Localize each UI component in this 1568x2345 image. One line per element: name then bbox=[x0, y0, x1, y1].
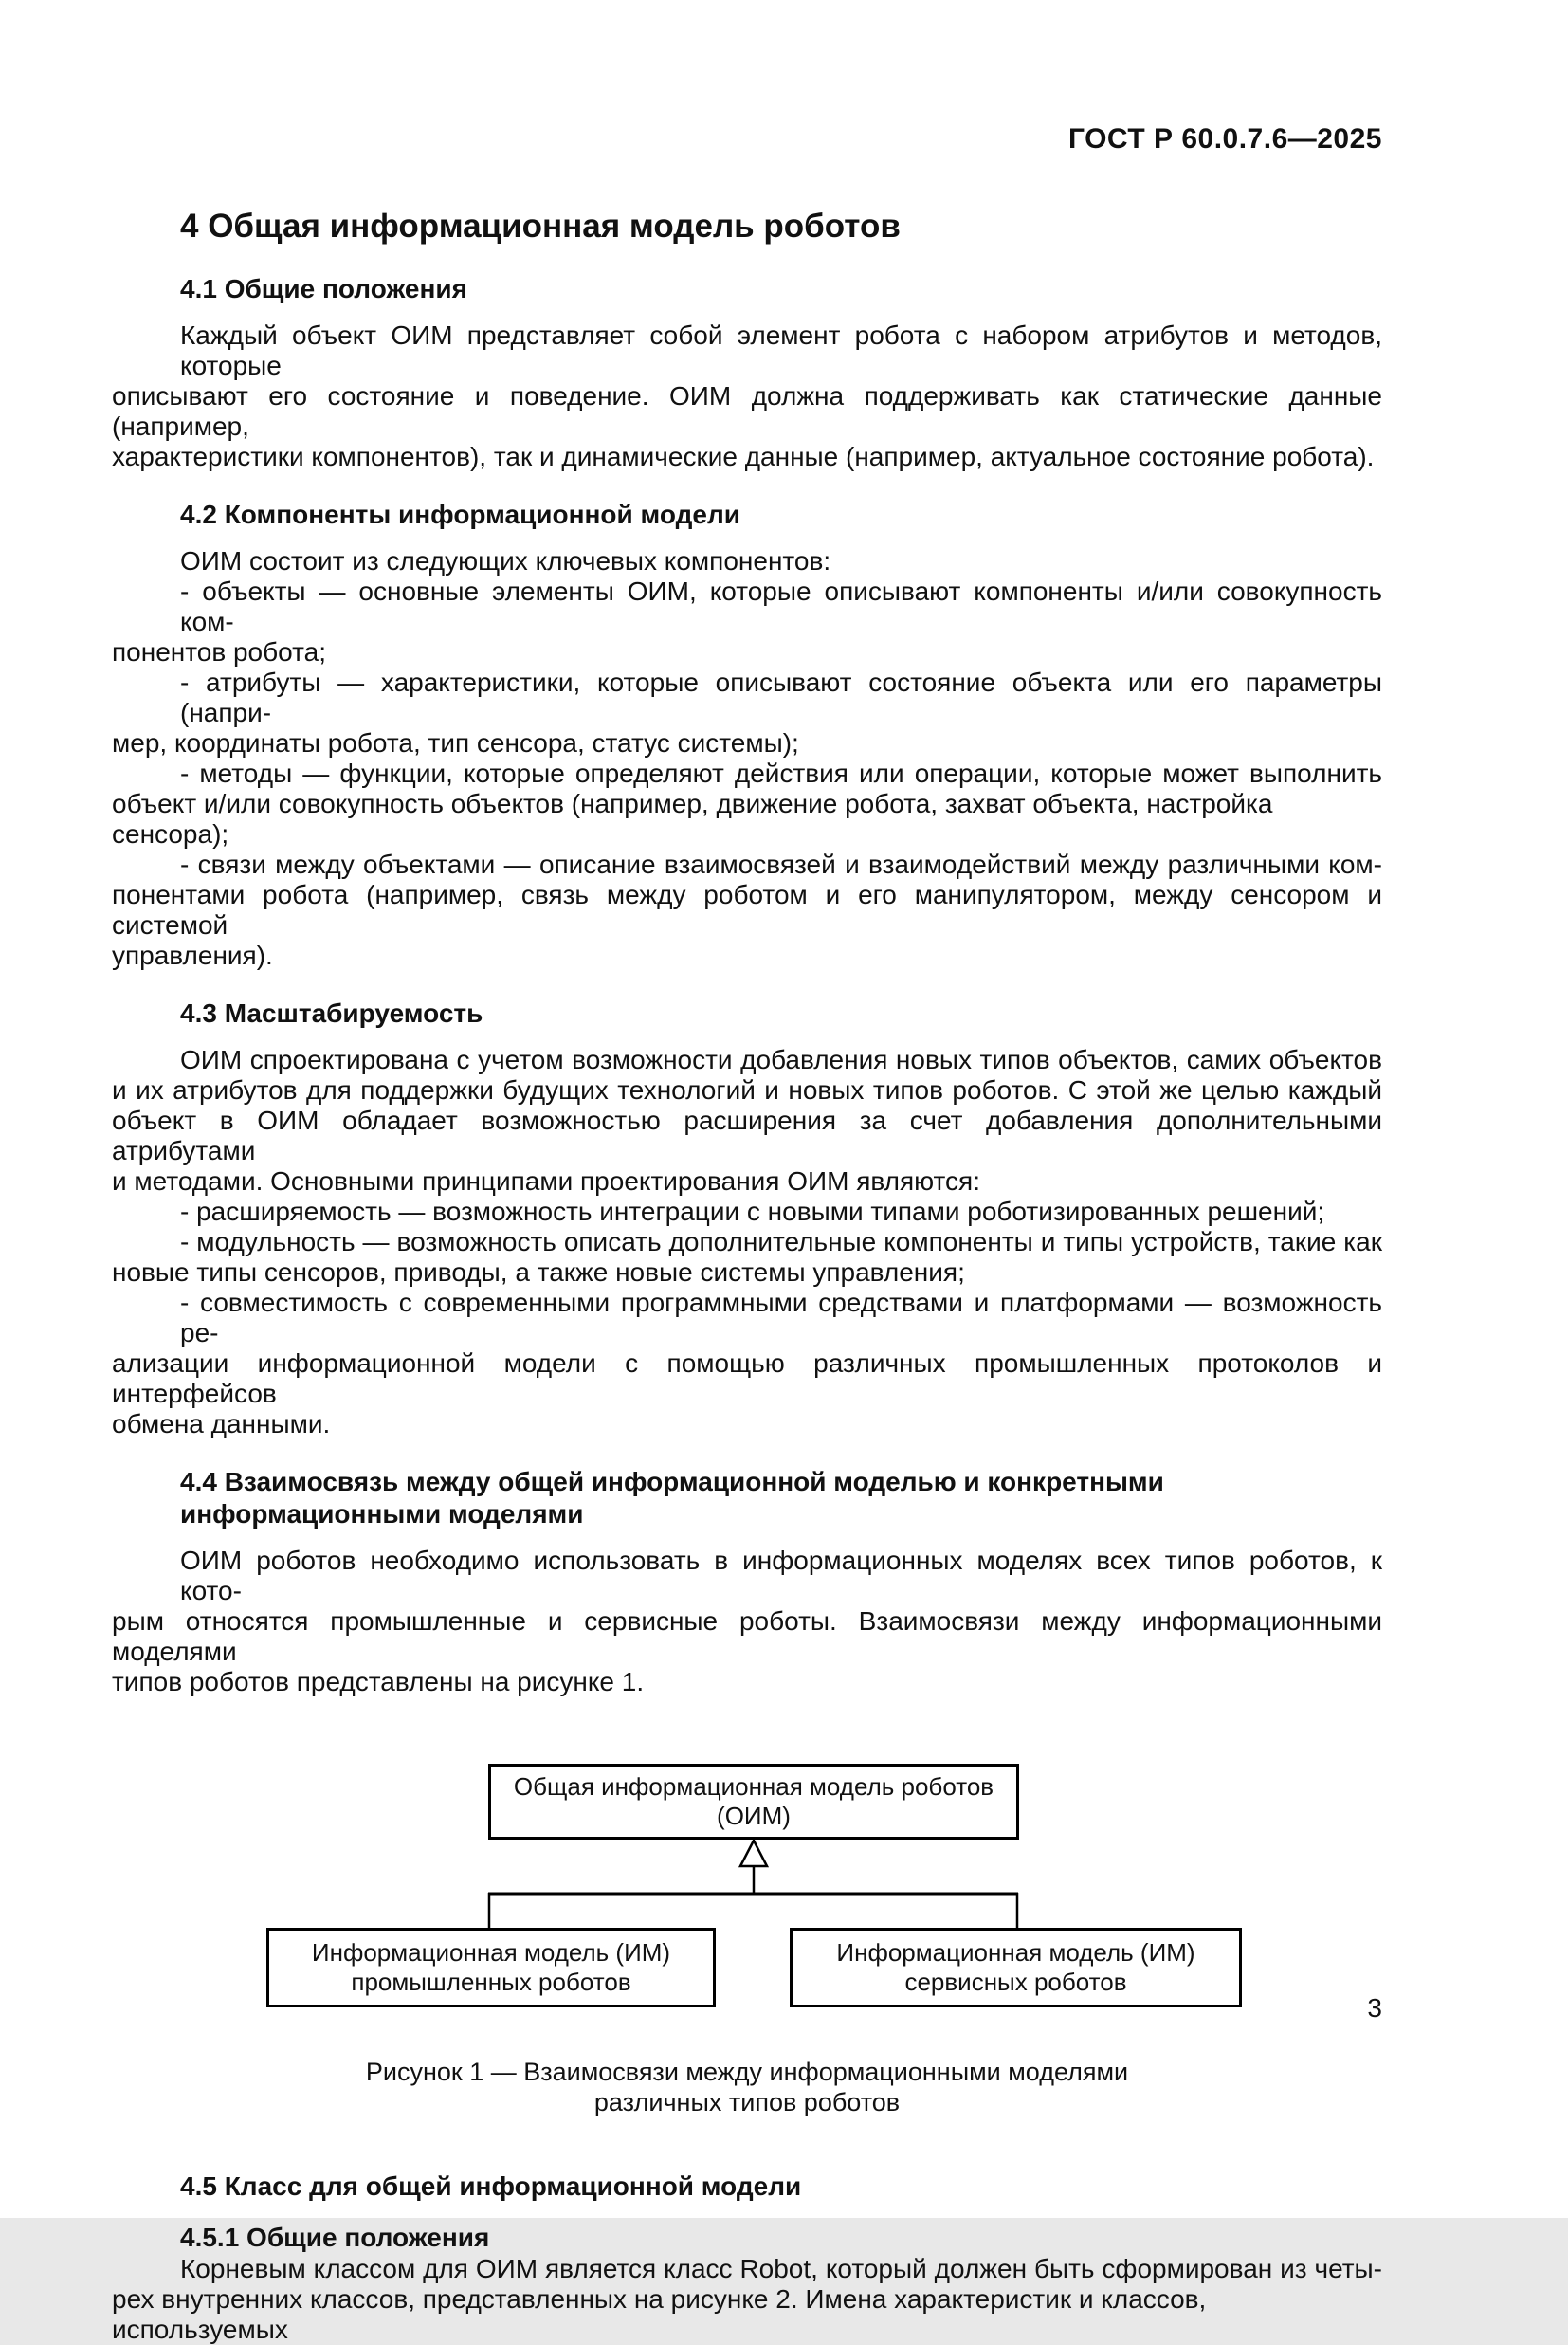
text-line: - атрибуты — характеристики, которые описывают состояние объекта или его параметры (напри- bbox=[180, 668, 1382, 727]
doc-code-header: ГОСТ Р 60.0.7.6—2025 bbox=[1067, 123, 1382, 155]
list-item-objects bbox=[112, 577, 1382, 668]
text-line: новые типы сенсоров, приводы, а также новые системы управления; bbox=[112, 1257, 965, 1287]
figure-box-industrial-im bbox=[266, 1928, 716, 2007]
page-number: 3 bbox=[1367, 1993, 1382, 2023]
section-4-title: 4 Общая информационная модель роботов bbox=[180, 208, 901, 245]
figure-box-industrial-line2: промышленных роботов bbox=[351, 1968, 631, 1996]
text-line: обмена данными. bbox=[112, 1409, 331, 1438]
text-line: Корневым классом для ОИМ является класс Robot, который должен быть сформирован из четы- bbox=[180, 2254, 1382, 2283]
text-line: ОИМ роботов необходимо использовать в информационных моделях всех типов роботов, к кото- bbox=[180, 1546, 1382, 1605]
text-line: информационными моделями bbox=[180, 1499, 584, 1529]
text-line: и методами. Основными принципами проектирования ОИМ являются: bbox=[112, 1166, 980, 1196]
list-item-relations bbox=[112, 850, 1382, 971]
figure-1-diagram bbox=[112, 1764, 1382, 2007]
text-line: 4.2 Компоненты информационной модели bbox=[180, 500, 740, 529]
figure-box-service-line2: сервисных роботов bbox=[904, 1968, 1127, 1996]
list-item-attributes bbox=[112, 668, 1382, 759]
text-line: управления). bbox=[112, 941, 273, 970]
figure-1-caption bbox=[112, 2057, 1382, 2117]
document-body-upper bbox=[112, 273, 1382, 1697]
text-line: 4.5 Класс для общей информационной модели bbox=[180, 2171, 802, 2201]
text-line: - связи между объектами — описание взаимосвязей и взаимодействий между различными ком- bbox=[180, 850, 1382, 879]
list-item-modularity bbox=[112, 1227, 1382, 1288]
text-line: ОИМ состоит из следующих ключевых компонентов: bbox=[180, 546, 831, 576]
figure-box-industrial-line1: Информационная модель (ИМ) bbox=[311, 1938, 671, 1967]
heading-4-5-1 bbox=[112, 2222, 1382, 2254]
text-line: объект в ОИМ обладает возможностью расширения за счет добавления дополнительными атрибутами bbox=[112, 1106, 1382, 1165]
paragraph-4-4 bbox=[112, 1546, 1382, 1697]
list-item-extensibility bbox=[112, 1197, 1382, 1227]
paragraph-4-5-1 bbox=[112, 2254, 1382, 2345]
list-item-methods bbox=[112, 759, 1382, 850]
heading-4-3 bbox=[112, 998, 1382, 1030]
text-line: мер, координаты робота, тип сенсора, статус системы); bbox=[112, 728, 799, 758]
figure-box-service-im bbox=[790, 1928, 1242, 2007]
figure-box-oim-label: Общая информационная модель роботов (ОИМ) bbox=[513, 1772, 994, 1830]
text-line: понентов робота; bbox=[112, 637, 326, 667]
text-line: 4.5.1 Общие положения bbox=[180, 2223, 490, 2252]
figure-box-service-line1: Информационная модель (ИМ) bbox=[836, 1938, 1195, 1967]
text-line: ОИМ спроектирована с учетом возможности добавления новых типов объектов, самих объектов bbox=[180, 1045, 1382, 1074]
text-line: 4.3 Масштабируемость bbox=[180, 998, 483, 1028]
text-line: типов роботов представлены на рисунке 1. bbox=[112, 1667, 645, 1696]
text-line: понентами робота (например, связь между роботом и его манипулятором, между сенсором и системой bbox=[112, 880, 1382, 940]
list-item-compatibility bbox=[112, 1288, 1382, 1439]
paragraph-4-1 bbox=[112, 321, 1382, 472]
text-line: 4.1 Общие положения bbox=[180, 274, 467, 303]
text-line: - методы — функции, которые определяют действия или операции, которые может выполнить bbox=[180, 759, 1382, 788]
figure-caption-line1: Рисунок 1 — Взаимосвязи между информационными моделями bbox=[365, 2058, 1129, 2086]
paragraph-4-2-intro bbox=[112, 546, 1382, 577]
text-line: объект и/или совокупность объектов (например, движение робота, захват объекта, настройка сенсора); bbox=[112, 789, 1273, 849]
text-line: - совместимость с современными программными средствами и платформами — возможность ре- bbox=[180, 1288, 1382, 1347]
text-line: рех внутренних классов, представленных на рисунке 2. Имена характеристик и классов, используемых bbox=[112, 2284, 1207, 2344]
figure-box-oim bbox=[488, 1764, 1019, 1840]
text-line: 4.4 Взаимосвязь между общей информационной моделью и конкретными bbox=[180, 1467, 1164, 1496]
text-line: описывают его состояние и поведение. ОИМ должна поддерживать как статические данные (например, bbox=[112, 381, 1382, 441]
uml-inheritance-arrow bbox=[740, 1841, 767, 1866]
text-line: и их атрибутов для поддержки будущих технологий и новых типов роботов. С этой же целью каждый bbox=[112, 1075, 1382, 1105]
text-line: ализации информационной модели с помощью различных промышленных протоколов и интерфейсов bbox=[112, 1348, 1382, 1408]
text-line: Каждый объект ОИМ представляет собой элемент робота с набором атрибутов и методов, которые bbox=[180, 321, 1382, 380]
heading-4-5 bbox=[112, 2171, 1382, 2203]
text-line: - объекты — основные элементы ОИМ, которые описывают компоненты и/или совокупность ком- bbox=[180, 577, 1382, 636]
heading-4-4 bbox=[112, 1466, 1382, 1530]
heading-4-2 bbox=[112, 499, 1382, 531]
text-line: характеристики компонентов), так и динамические данные (например, актуальное состояние робота). bbox=[112, 442, 1375, 471]
text-line: рым относятся промышленные и сервисные роботы. Взаимосвязи между информационными моделями bbox=[112, 1606, 1382, 1666]
text-line: - расширяемость — возможность интеграции с новыми типами роботизированных решений; bbox=[180, 1197, 1325, 1226]
figure-caption-line2: различных типов роботов bbox=[593, 2088, 901, 2116]
heading-4-1 bbox=[112, 273, 1382, 305]
document-body-lower bbox=[112, 2171, 1382, 2345]
paragraph-4-3 bbox=[112, 1045, 1382, 1197]
text-line: - модульность — возможность описать дополнительные компоненты и типы устройств, такие как bbox=[180, 1227, 1382, 1256]
